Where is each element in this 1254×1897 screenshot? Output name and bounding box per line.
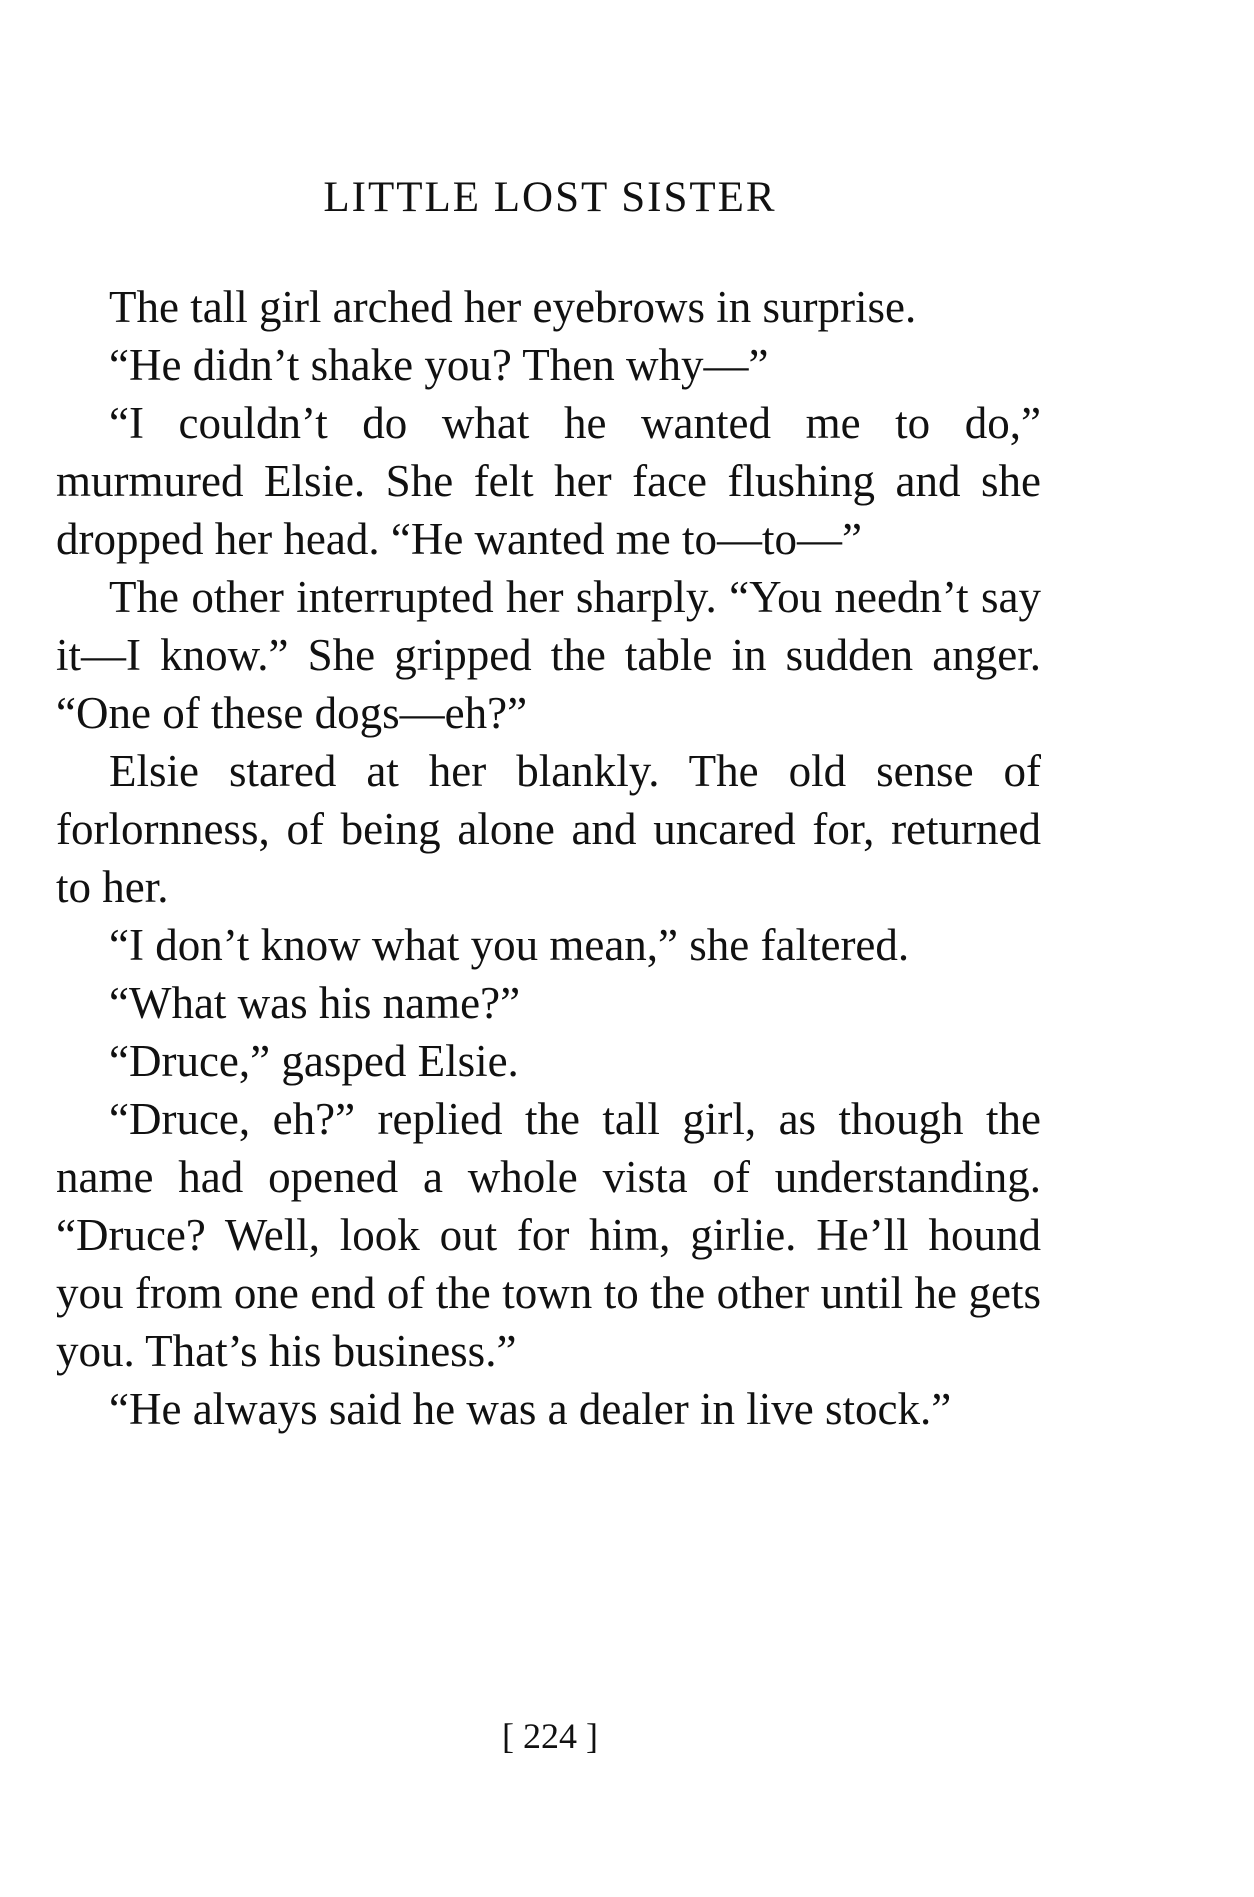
paragraph: The tall girl arched her eyebrows in surprise. [109,282,917,332]
page-number: [ 224 ] [502,1716,598,1756]
paragraph: “Druce, eh?” replied the tall girl, as though the name had opened a whole vista of understanding. “Druce? Well, look out for him, girlie. He’ll hound you from one end of the town to the other until he gets you. That’s his business.” [56,1094,1041,1376]
paragraph: “I couldn’t do what he wanted me to do,” murmured Elsie. She felt her face flushing and she dropped her head. “He wanted me to—to—” [56,398,1041,564]
paragraph: “What was his name?” [109,978,521,1028]
paragraph: The other interrupted her sharply. “You needn’t say it—I know.” She gripped the table in sudden anger. “One of these dogs—eh?” [56,572,1041,738]
paragraph: “He always said he was a dealer in live stock.” [109,1384,952,1434]
paragraph: “He didn’t shake you? Then why—” [109,340,769,390]
paragraph: “I don’t know what you mean,” she faltered. [109,920,910,970]
paragraph: “Druce,” gasped Elsie. [109,1036,519,1086]
running-head: LITTLE LOST SISTER [323,174,777,221]
paragraph: Elsie stared at her blankly. The old sense of forlornness, of being alone and uncared for, returned to her. [56,746,1041,912]
body-text [56,278,1041,1438]
